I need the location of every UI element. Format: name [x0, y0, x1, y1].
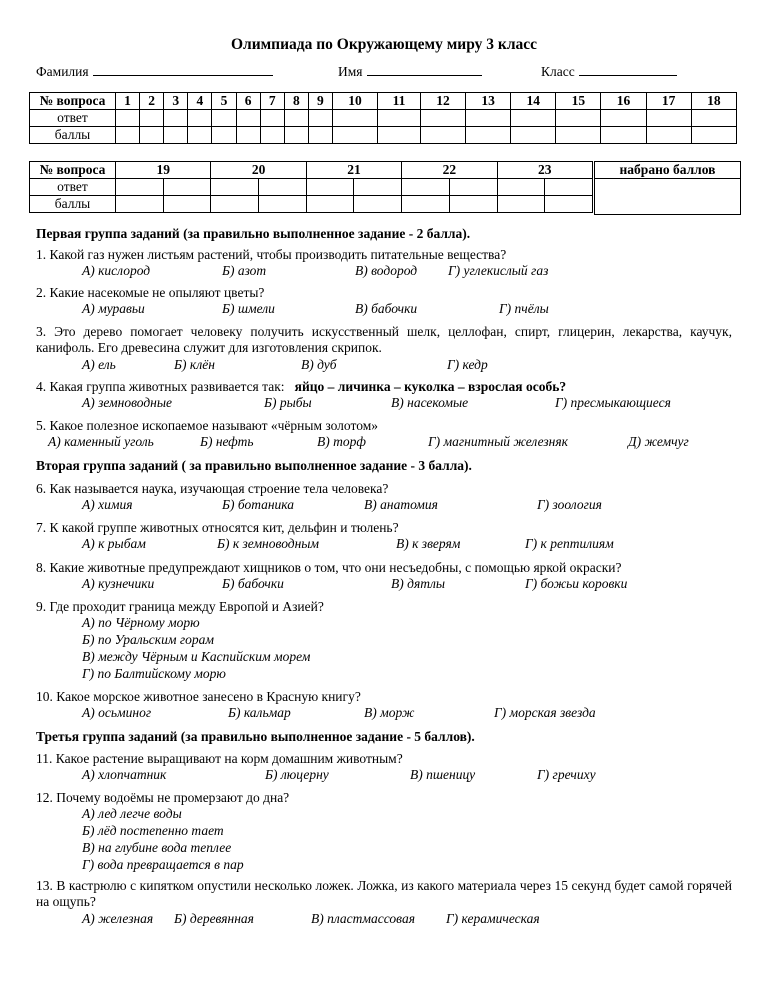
- question-4: [36, 379, 736, 395]
- total-points-cell[interactable]: [595, 179, 741, 215]
- table2-points-row: [30, 196, 593, 213]
- table1-num: 14: [511, 93, 556, 110]
- table1-header-row: [30, 93, 737, 110]
- points-cell[interactable]: [260, 127, 284, 144]
- table2-num: 19: [116, 162, 211, 179]
- points-cell[interactable]: [308, 127, 332, 144]
- class-field[interactable]: [541, 63, 677, 80]
- points-cell[interactable]: [646, 127, 691, 144]
- answer-option: В) бабочки: [355, 301, 418, 316]
- points-cell[interactable]: [188, 127, 212, 144]
- answer-cell[interactable]: [116, 179, 164, 196]
- answer-cell[interactable]: [140, 110, 164, 127]
- question-1: 1. Какой газ нужен листьям растений, чтобы производить питательные вещества?: [36, 247, 507, 262]
- points-cell[interactable]: [212, 127, 236, 144]
- answer-option: В) на глубине вода теплее: [82, 840, 232, 855]
- answer-option: Б) к земноводным: [217, 536, 320, 551]
- answer-option: Б) ботаника: [222, 497, 295, 512]
- table1-col-label: № вопроса: [30, 93, 116, 110]
- answer-cell[interactable]: [308, 110, 332, 127]
- question-4-text: 4. Какая группа животных развивается так:: [36, 379, 285, 394]
- answer-option: А) каменный уголь: [48, 434, 154, 449]
- points-cell[interactable]: [545, 196, 593, 213]
- table1-num: 5: [212, 93, 236, 110]
- answer-option: Г) зоология: [537, 497, 602, 512]
- answer-option: В) водород: [355, 263, 418, 278]
- table1-num: 8: [284, 93, 308, 110]
- answer-option: А) к рыбам: [82, 536, 146, 551]
- answer-option: А) кузнечики: [82, 576, 155, 591]
- table1-num: 1: [116, 93, 140, 110]
- points-cell[interactable]: [497, 196, 545, 213]
- page-title: Олимпиада по Окружающему миру 3 класс: [230, 36, 538, 53]
- table1-answer-label: ответ: [30, 110, 116, 127]
- answer-option: Б) клён: [174, 357, 215, 372]
- question-6: 6. Как называется наука, изучающая строение тела человека?: [36, 481, 389, 496]
- answer-option: А) хлопчатник: [82, 767, 167, 782]
- answer-option: Б) деревянная: [174, 911, 254, 926]
- total-points-table: [594, 161, 741, 215]
- question-4-sequence: яйцо – личинка – куколка – взрослая особь?: [294, 379, 567, 394]
- table1-num: 7: [260, 93, 284, 110]
- answer-option: Г) к рептилиям: [525, 536, 614, 551]
- answer-option: В) к зверям: [396, 536, 461, 551]
- table1-num: 3: [164, 93, 188, 110]
- answer-option: В) дуб: [301, 357, 337, 372]
- answer-option: В) пластмассовая: [311, 911, 415, 926]
- points-cell[interactable]: [211, 196, 259, 213]
- points-cell[interactable]: [236, 127, 260, 144]
- question-13: 13. В кастрюлю с кипятком опустили несколько ложек. Ложка, из какого материала через 15 секунд будет самой горячей на ощупь?: [36, 878, 732, 909]
- section-1-heading: Первая группа заданий (за правильно выполненное задание - 2 балла).: [36, 226, 471, 241]
- points-cell[interactable]: [449, 196, 497, 213]
- answer-option: Б) рыбы: [264, 395, 312, 410]
- answer-cell[interactable]: [646, 110, 691, 127]
- table1-num: 13: [466, 93, 511, 110]
- table1-num: 2: [140, 93, 164, 110]
- answer-option: Б) бабочки: [222, 576, 284, 591]
- answers-table-1: [29, 92, 737, 144]
- answer-cell[interactable]: [260, 110, 284, 127]
- answer-cell[interactable]: [332, 110, 377, 127]
- table2-num: 23: [497, 162, 593, 179]
- table2-num: 21: [306, 162, 401, 179]
- points-cell[interactable]: [601, 127, 646, 144]
- answer-option: Б) нефть: [200, 434, 254, 449]
- answer-option: Б) люцерну: [265, 767, 329, 782]
- table1-points-label: баллы: [30, 127, 116, 144]
- surname-label: Фамилия: [36, 64, 89, 79]
- answer-option: А) осьминог: [82, 705, 152, 720]
- answer-option: В) между Чёрным и Каспийским морем: [82, 649, 311, 664]
- table1-num: 9: [308, 93, 332, 110]
- question-12: 12. Почему водоёмы не промерзают до дна?: [36, 790, 290, 805]
- answer-option: Д) жемчуг: [628, 434, 689, 449]
- table2-header-row: [30, 162, 593, 179]
- answer-option: Г) магнитный железняк: [428, 434, 568, 449]
- table1-num: 16: [601, 93, 646, 110]
- table2-answer-label: ответ: [30, 179, 116, 196]
- answer-cell[interactable]: [545, 179, 593, 196]
- points-cell[interactable]: [259, 196, 307, 213]
- points-cell[interactable]: [163, 196, 211, 213]
- points-cell[interactable]: [556, 127, 601, 144]
- answer-cell[interactable]: [402, 179, 450, 196]
- answer-option: Г) керамическая: [446, 911, 540, 926]
- answer-option: Г) пресмыкающиеся: [555, 395, 671, 410]
- answer-option: Б) по Уральским горам: [82, 632, 214, 647]
- table1-num: 4: [188, 93, 212, 110]
- answer-option: Б) кальмар: [228, 705, 291, 720]
- answer-option: А) химия: [82, 497, 133, 512]
- answers-table-2: [29, 161, 593, 213]
- answer-cell[interactable]: [164, 110, 188, 127]
- answer-option: Г) кедр: [447, 357, 488, 372]
- answer-option: В) анатомия: [364, 497, 438, 512]
- answer-cell[interactable]: [511, 110, 556, 127]
- answer-option: Б) лёд постепенно тает: [82, 823, 224, 838]
- points-cell[interactable]: [284, 127, 308, 144]
- answer-cell[interactable]: [116, 110, 140, 127]
- surname-field[interactable]: [36, 63, 273, 80]
- table2-col-label: № вопроса: [30, 162, 116, 179]
- class-label: Класс: [541, 64, 575, 79]
- answer-cell[interactable]: [212, 110, 236, 127]
- answer-cell[interactable]: [556, 110, 601, 127]
- table2-answer-row: [30, 179, 593, 196]
- section-3-heading: Третья группа заданий (за правильно выполненное задание - 5 баллов).: [36, 729, 475, 744]
- table1-num: 18: [691, 93, 736, 110]
- table1-num: 17: [646, 93, 691, 110]
- points-cell[interactable]: [332, 127, 377, 144]
- answer-option: Г) по Балтийскому морю: [82, 666, 226, 681]
- table1-points-row: [30, 127, 737, 144]
- answer-option: А) по Чёрному морю: [82, 615, 200, 630]
- answer-option: А) лед легче воды: [82, 806, 182, 821]
- question-5: 5. Какое полезное ископаемое называют «чёрным золотом»: [36, 418, 379, 433]
- answer-option: Г) углекислый газ: [448, 263, 549, 278]
- points-cell[interactable]: [116, 127, 140, 144]
- name-label: Имя: [338, 64, 363, 79]
- question-7: 7. К какой группе животных относятся кит, дельфин и тюлень?: [36, 520, 399, 535]
- answer-option: В) пшеницу: [410, 767, 476, 782]
- answer-cell[interactable]: [449, 179, 497, 196]
- answer-option: Б) азот: [222, 263, 267, 278]
- table2-points-label: баллы: [30, 196, 116, 213]
- table1-num: 10: [332, 93, 377, 110]
- answer-cell[interactable]: [284, 110, 308, 127]
- section-2-heading: Вторая группа заданий ( за правильно выполненное задание - 3 балла).: [36, 458, 472, 473]
- answer-option: В) дятлы: [391, 576, 445, 591]
- answer-option: Г) пчёлы: [499, 301, 549, 316]
- question-3: 3. Это дерево помогает человеку получить искусственный шелк, целлофан, спирт, глицерин, лекарства, каучук, канифоль. Его древесина служит для изготовления скрипок.: [36, 324, 732, 355]
- points-cell[interactable]: [691, 127, 736, 144]
- answer-cell[interactable]: [497, 179, 545, 196]
- points-cell[interactable]: [466, 127, 511, 144]
- table1-answer-row: [30, 110, 737, 127]
- table1-num: 6: [236, 93, 260, 110]
- answer-cell[interactable]: [378, 110, 421, 127]
- points-cell[interactable]: [420, 127, 465, 144]
- answer-cell[interactable]: [466, 110, 511, 127]
- answer-cell[interactable]: [601, 110, 646, 127]
- points-cell[interactable]: [140, 127, 164, 144]
- question-9: 9. Где проходит граница между Европой и Азией?: [36, 599, 324, 614]
- answer-option: А) ель: [82, 357, 116, 372]
- answer-cell[interactable]: [188, 110, 212, 127]
- answer-option: Г) вода превращается в пар: [82, 857, 244, 872]
- answer-option: Б) шмели: [222, 301, 275, 316]
- answer-cell[interactable]: [163, 179, 211, 196]
- question-10: 10. Какое морское животное занесено в Красную книгу?: [36, 689, 361, 704]
- answer-cell[interactable]: [306, 179, 354, 196]
- total-points-label: набрано баллов: [595, 162, 741, 179]
- answer-option: В) насекомые: [391, 395, 469, 410]
- answer-option: А) муравьи: [82, 301, 145, 316]
- answer-option: Г) божьи коровки: [525, 576, 628, 591]
- question-8: 8. Какие животные предупреждают хищников о том, что они несъедобны, с помощью яркой окраски?: [36, 560, 622, 575]
- table1-num: 15: [556, 93, 601, 110]
- points-cell[interactable]: [378, 127, 421, 144]
- answer-option: Г) морская звезда: [494, 705, 596, 720]
- question-11: 11. Какое растение выращивают на корм домашним животным?: [36, 751, 403, 766]
- answer-option: Г) гречиху: [537, 767, 596, 782]
- answer-option: А) железная: [82, 911, 154, 926]
- question-2: 2. Какие насекомые не опыляют цветы?: [36, 285, 265, 300]
- table2-num: 22: [402, 162, 497, 179]
- answer-cell[interactable]: [354, 179, 402, 196]
- points-cell[interactable]: [402, 196, 450, 213]
- answer-option: В) морж: [364, 705, 415, 720]
- points-cell[interactable]: [511, 127, 556, 144]
- table2-num: 20: [211, 162, 306, 179]
- points-cell[interactable]: [354, 196, 402, 213]
- name-field[interactable]: [338, 63, 482, 80]
- answer-cell[interactable]: [420, 110, 465, 127]
- answer-option: В) торф: [317, 434, 366, 449]
- answer-cell[interactable]: [691, 110, 736, 127]
- answer-option: А) земноводные: [82, 395, 173, 410]
- answer-cell[interactable]: [211, 179, 259, 196]
- points-cell[interactable]: [116, 196, 164, 213]
- table1-num: 12: [420, 93, 465, 110]
- answer-cell[interactable]: [236, 110, 260, 127]
- points-cell[interactable]: [306, 196, 354, 213]
- answer-option: А) кислород: [82, 263, 151, 278]
- answer-cell[interactable]: [259, 179, 307, 196]
- points-cell[interactable]: [164, 127, 188, 144]
- table1-num: 11: [378, 93, 421, 110]
